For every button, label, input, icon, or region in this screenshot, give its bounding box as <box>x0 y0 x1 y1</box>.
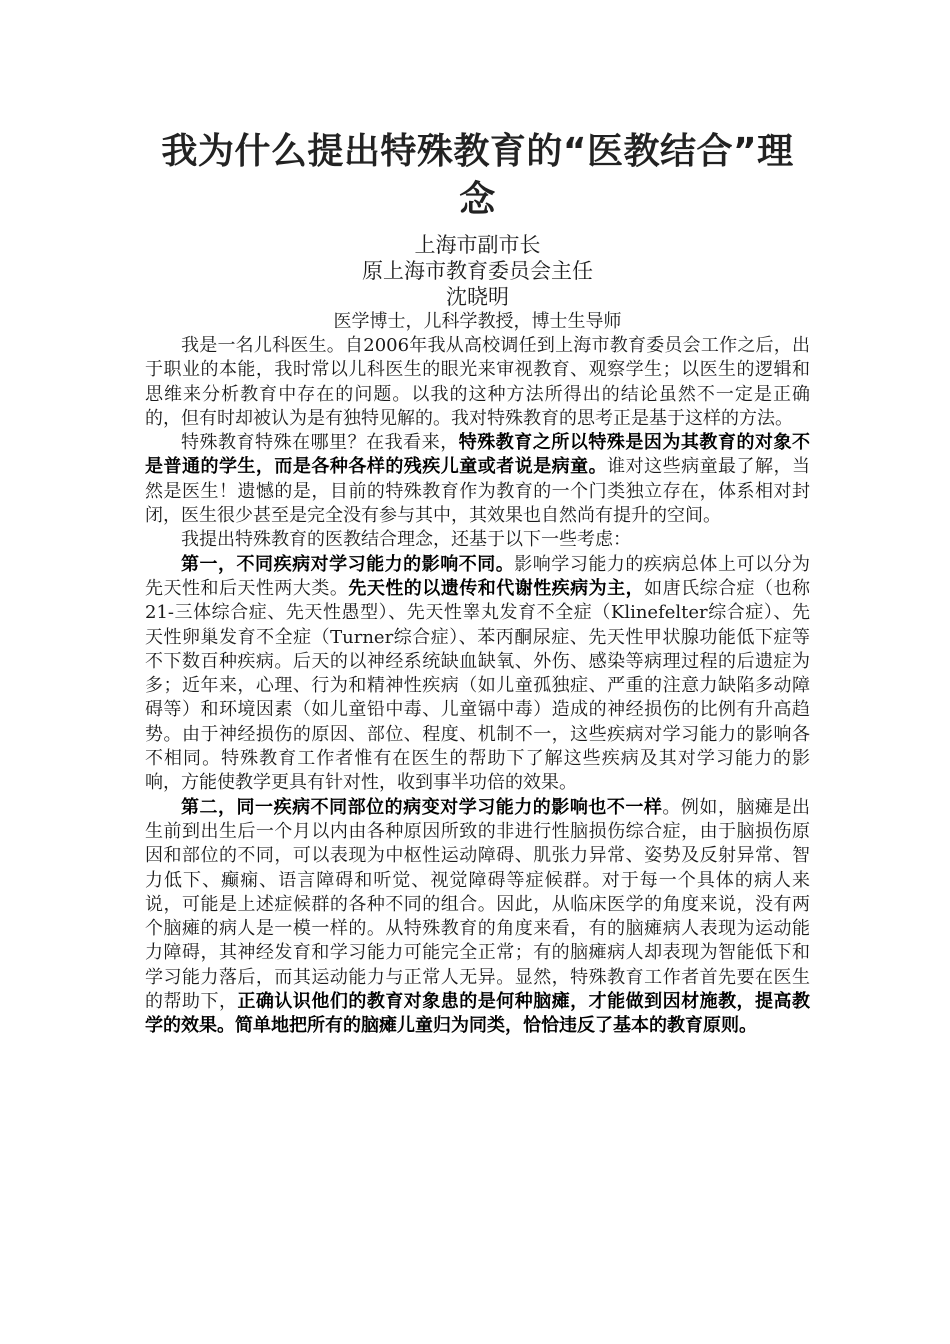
author-name: 沈晓明 <box>446 285 509 309</box>
author-credentials: 医学博士，儿科学教授，博士生导师 <box>333 311 622 332</box>
paragraph-intro: 我是一名儿科医生。自2006年我从高校调任到上海市教育委员会工作之后，出于职业的本能，我时常以儿科医生的眼光来审视教育、观察学生；以医生的逻辑和思维来分析教育中存在的问题。以我的这种方法所得出的结论虽然不一定是正确的，但有时却被认为是有独特见解的。我对特殊教育的思考正是基于这样的方法。 <box>145 335 810 429</box>
paragraph-point-one <box>145 553 810 796</box>
paragraph-point-two <box>145 796 810 1039</box>
paragraph-special-education <box>145 431 810 528</box>
paragraph-text: 。例如，脑瘫是出生前到出生后一个月以内由各种原因所致的非进行性脑损伤综合症，由于脑损伤原因和部位的不同，可以表现为中枢性运动障碍、肌张力异常、姿势及反射异常、智力低下、癫痫、语言障碍和听觉、视觉障碍等症候群。对于每一个具体的病人来说，可能是上述症候群的各种不同的组合。因此，从临床医学的角度来说，没有两个脑瘫的病人是一模一样的。从特殊教育的角度来看，有的脑瘫病人表现为运动能力障碍，其神经发育和学习能力可能完全正常；有的脑瘫病人却表现为智能低下和学习能力落后，而其运动能力与正常人无异。显然，特殊教育工作者首先要在医生的帮助下， <box>145 796 811 1013</box>
document-page <box>145 128 810 1039</box>
point-two-heading: 第二，同一疾病不同部位的病变对学习能力的影响也不一样 <box>181 796 663 818</box>
author-former-position: 原上海市教育委员会主任 <box>362 259 593 283</box>
paragraph-text: 特殊教育特殊在哪里？在我看来， <box>181 432 459 454</box>
emphasis-text: 特殊教育之所以特殊是因为其教育的对象不是普通的学生，而是各种各样的残疾儿童或者说是病童。 <box>145 432 811 478</box>
point-one-heading: 第一，不同疾病对学习能力的影响不同。 <box>181 553 515 575</box>
author-position: 上海市副市长 <box>414 233 541 257</box>
emphasis-text: 先天性的以遗传和代谢性疾病为主， <box>348 577 645 599</box>
paragraph-considerations: 我提出特殊教育的医教结合理念，还基于以下一些考虑： <box>181 529 631 551</box>
paragraph-text: 影响学习能力的疾病总体上可以分为先天性和后天性两大类。 <box>145 553 811 599</box>
document-title: 我为什么提出特殊教育的“医教结合”理念 <box>161 131 794 220</box>
emphasis-text: 正确认识他们的教育对象患的是何种脑瘫，才能做到因材施教，提高教学的效果。简单地把所有的脑瘫儿童归为同类，恰恰违反了基本的教育原则。 <box>145 991 811 1037</box>
paragraph-text: 谁对这些病童最了解，当然是医生！遗憾的是，目前的特殊教育作为教育的一个门类独立存在，体系相对封闭，医生很少甚至是完全没有参与其中，其效果也自然尚有提升的空间。 <box>145 456 810 527</box>
paragraph-text: 如唐氏综合症（也称21-三体综合症、先天性愚型）、先天性睾丸发育不全症（Klinefelter综合症）、先天性卵巢发育不全症（Turner综合症）、苯丙酮尿症、先天性甲状腺功能低下症等不下数百种疾病。后天的以神经系统缺血缺氧、外伤、感染等病理过程的后遗症为多；近年来，心理、行为和精神性疾病（如儿童孤独症、严重的注意力缺陷多动障碍等）和环境因素（如儿童铅中毒、儿童镉中毒）造成的神经损伤的比例有升高趋势。由于神经损伤的原因、部位、程度、机制不一，这些疾病对学习能力的影响各不相同。特殊教育工作者惟有在医生的帮助下了解这些疾病及其对学习能力的影响，方能使教学更具有针对性，收到事半功倍的效果。 <box>145 577 811 794</box>
